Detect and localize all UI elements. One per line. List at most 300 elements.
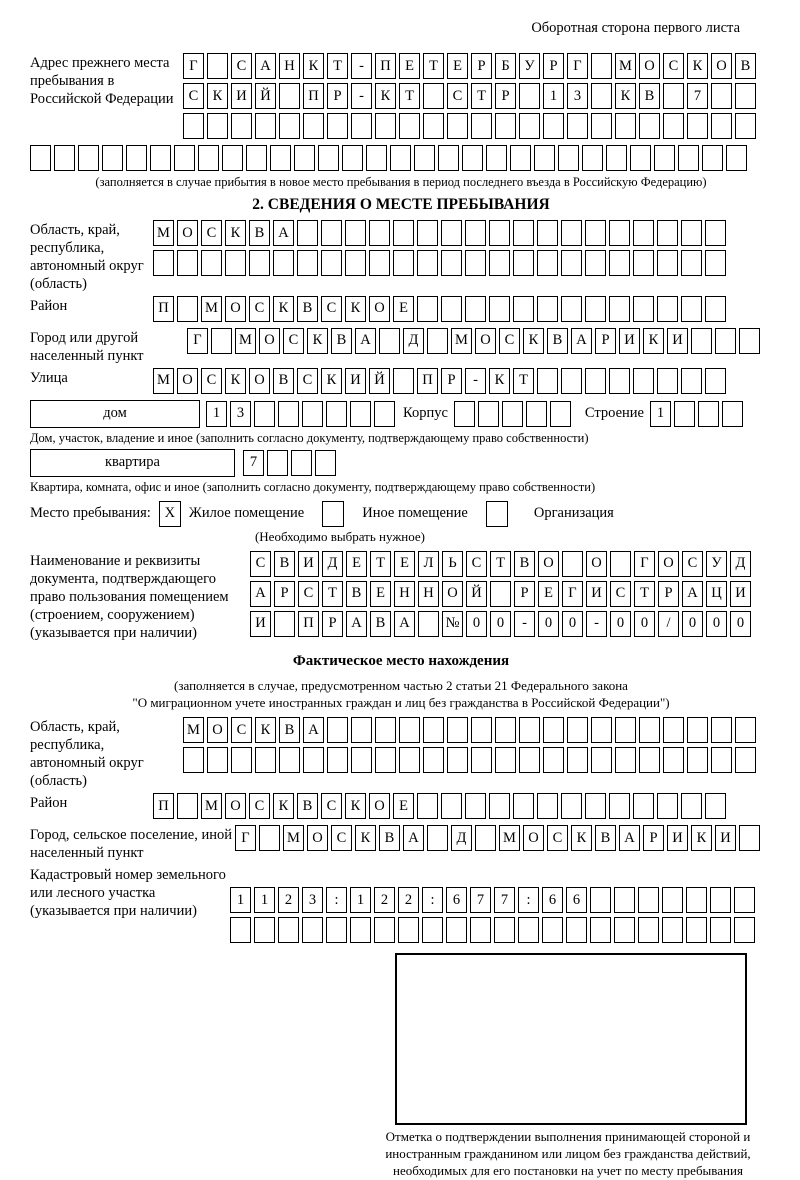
- char-cell[interactable]: К: [273, 793, 294, 819]
- char-cell[interactable]: [543, 113, 564, 139]
- char-cell[interactable]: С: [663, 53, 684, 79]
- char-cell[interactable]: С: [201, 368, 222, 394]
- char-cell[interactable]: [734, 887, 755, 913]
- checkbox-org[interactable]: [486, 501, 508, 527]
- char-cell[interactable]: К: [355, 825, 376, 851]
- char-cell[interactable]: П: [153, 296, 174, 322]
- char-cell[interactable]: [198, 145, 219, 171]
- char-cell[interactable]: [739, 825, 760, 851]
- char-cell[interactable]: [471, 113, 492, 139]
- char-cell[interactable]: [691, 328, 712, 354]
- char-cell[interactable]: К: [303, 53, 324, 79]
- char-cell[interactable]: М: [153, 368, 174, 394]
- char-cell[interactable]: [710, 887, 731, 913]
- char-cell[interactable]: [475, 825, 496, 851]
- char-cell[interactable]: [657, 368, 678, 394]
- dom-named-box[interactable]: дом: [30, 400, 200, 428]
- char-cell[interactable]: [417, 296, 438, 322]
- doc-row-3[interactable]: [250, 611, 751, 637]
- char-cell[interactable]: В: [297, 296, 318, 322]
- char-cell[interactable]: [566, 917, 587, 943]
- char-cell[interactable]: [681, 220, 702, 246]
- dom-cells[interactable]: [206, 401, 395, 427]
- char-cell[interactable]: 6: [566, 887, 587, 913]
- char-cell[interactable]: С: [249, 793, 270, 819]
- char-cell[interactable]: [211, 328, 232, 354]
- char-cell[interactable]: [567, 717, 588, 743]
- char-cell[interactable]: [422, 917, 443, 943]
- char-cell[interactable]: Т: [370, 551, 391, 577]
- char-cell[interactable]: Т: [327, 53, 348, 79]
- char-cell[interactable]: В: [379, 825, 400, 851]
- char-cell[interactable]: [351, 717, 372, 743]
- char-cell[interactable]: [274, 611, 295, 637]
- char-cell[interactable]: [302, 401, 323, 427]
- char-cell[interactable]: [519, 83, 540, 109]
- char-cell[interactable]: [447, 717, 468, 743]
- char-cell[interactable]: Н: [418, 581, 439, 607]
- char-cell[interactable]: В: [370, 611, 391, 637]
- char-cell[interactable]: О: [369, 296, 390, 322]
- char-cell[interactable]: [735, 83, 756, 109]
- kadastr-row-1[interactable]: [230, 887, 755, 913]
- char-cell[interactable]: [633, 793, 654, 819]
- char-cell[interactable]: Й: [369, 368, 390, 394]
- ulitsa-row[interactable]: [153, 368, 726, 394]
- korpus-cells[interactable]: [454, 401, 571, 427]
- char-cell[interactable]: [375, 113, 396, 139]
- char-cell[interactable]: [489, 250, 510, 276]
- char-cell[interactable]: [318, 145, 339, 171]
- char-cell[interactable]: Г: [567, 53, 588, 79]
- char-cell[interactable]: -: [351, 83, 372, 109]
- char-cell[interactable]: [102, 145, 123, 171]
- char-cell[interactable]: [591, 113, 612, 139]
- char-cell[interactable]: [326, 917, 347, 943]
- char-cell[interactable]: [375, 747, 396, 773]
- char-cell[interactable]: [230, 917, 251, 943]
- char-cell[interactable]: О: [442, 581, 463, 607]
- checkbox-zhiloe[interactable]: X: [159, 501, 181, 527]
- char-cell[interactable]: [662, 917, 683, 943]
- char-cell[interactable]: М: [153, 220, 174, 246]
- char-cell[interactable]: [478, 401, 499, 427]
- char-cell[interactable]: [705, 793, 726, 819]
- char-cell[interactable]: [254, 917, 275, 943]
- char-cell[interactable]: С: [249, 296, 270, 322]
- char-cell[interactable]: Д: [730, 551, 751, 577]
- char-cell[interactable]: И: [667, 825, 688, 851]
- char-cell[interactable]: М: [201, 296, 222, 322]
- checkbox-inoe[interactable]: [322, 501, 344, 527]
- char-cell[interactable]: Р: [514, 581, 535, 607]
- char-cell[interactable]: [177, 296, 198, 322]
- char-cell[interactable]: [222, 145, 243, 171]
- char-cell[interactable]: [657, 220, 678, 246]
- char-cell[interactable]: [657, 793, 678, 819]
- char-cell[interactable]: С: [331, 825, 352, 851]
- char-cell[interactable]: С: [547, 825, 568, 851]
- char-cell[interactable]: Й: [255, 83, 276, 109]
- char-cell[interactable]: 0: [730, 611, 751, 637]
- char-cell[interactable]: [303, 747, 324, 773]
- char-cell[interactable]: [705, 220, 726, 246]
- char-cell[interactable]: [454, 401, 475, 427]
- char-cell[interactable]: [702, 145, 723, 171]
- char-cell[interactable]: [585, 793, 606, 819]
- char-cell[interactable]: А: [250, 581, 271, 607]
- char-cell[interactable]: О: [249, 368, 270, 394]
- char-cell[interactable]: П: [298, 611, 319, 637]
- char-cell[interactable]: [351, 747, 372, 773]
- char-cell[interactable]: [201, 250, 222, 276]
- char-cell[interactable]: И: [667, 328, 688, 354]
- char-cell[interactable]: С: [283, 328, 304, 354]
- char-cell[interactable]: [294, 145, 315, 171]
- doc-row-2[interactable]: [250, 581, 751, 607]
- char-cell[interactable]: :: [326, 887, 347, 913]
- char-cell[interactable]: О: [225, 296, 246, 322]
- char-cell[interactable]: [414, 145, 435, 171]
- char-cell[interactable]: [638, 887, 659, 913]
- char-cell[interactable]: [465, 296, 486, 322]
- char-cell[interactable]: С: [682, 551, 703, 577]
- char-cell[interactable]: [567, 747, 588, 773]
- char-cell[interactable]: [427, 328, 448, 354]
- char-cell[interactable]: С: [298, 581, 319, 607]
- char-cell[interactable]: [326, 401, 347, 427]
- char-cell[interactable]: [270, 145, 291, 171]
- char-cell[interactable]: [366, 145, 387, 171]
- char-cell[interactable]: Г: [562, 581, 583, 607]
- char-cell[interactable]: 0: [706, 611, 727, 637]
- char-cell[interactable]: Т: [471, 83, 492, 109]
- char-cell[interactable]: 1: [206, 401, 227, 427]
- char-cell[interactable]: Р: [274, 581, 295, 607]
- char-cell[interactable]: Ь: [442, 551, 463, 577]
- char-cell[interactable]: К: [225, 220, 246, 246]
- char-cell[interactable]: [254, 401, 275, 427]
- char-cell[interactable]: [582, 145, 603, 171]
- char-cell[interactable]: [126, 145, 147, 171]
- char-cell[interactable]: Р: [471, 53, 492, 79]
- char-cell[interactable]: И: [619, 328, 640, 354]
- char-cell[interactable]: Г: [183, 53, 204, 79]
- char-cell[interactable]: [78, 145, 99, 171]
- char-cell[interactable]: [609, 220, 630, 246]
- char-cell[interactable]: В: [274, 551, 295, 577]
- char-cell[interactable]: Т: [399, 83, 420, 109]
- char-cell[interactable]: О: [711, 53, 732, 79]
- char-cell[interactable]: Г: [187, 328, 208, 354]
- char-cell[interactable]: :: [422, 887, 443, 913]
- char-cell[interactable]: [590, 917, 611, 943]
- char-cell[interactable]: [446, 917, 467, 943]
- char-cell[interactable]: 0: [538, 611, 559, 637]
- char-cell[interactable]: Р: [643, 825, 664, 851]
- char-cell[interactable]: А: [394, 611, 415, 637]
- char-cell[interactable]: Д: [403, 328, 424, 354]
- char-cell[interactable]: [519, 113, 540, 139]
- char-cell[interactable]: О: [475, 328, 496, 354]
- char-cell[interactable]: [590, 887, 611, 913]
- char-cell[interactable]: [374, 401, 395, 427]
- fact-gorod-row[interactable]: [235, 825, 760, 851]
- char-cell[interactable]: [735, 113, 756, 139]
- char-cell[interactable]: [633, 368, 654, 394]
- char-cell[interactable]: [687, 747, 708, 773]
- char-cell[interactable]: [510, 145, 531, 171]
- char-cell[interactable]: П: [417, 368, 438, 394]
- char-cell[interactable]: :: [518, 887, 539, 913]
- char-cell[interactable]: [502, 401, 523, 427]
- char-cell[interactable]: [678, 145, 699, 171]
- char-cell[interactable]: [470, 917, 491, 943]
- char-cell[interactable]: [537, 368, 558, 394]
- char-cell[interactable]: [174, 145, 195, 171]
- char-cell[interactable]: К: [571, 825, 592, 851]
- char-cell[interactable]: [543, 747, 564, 773]
- char-cell[interactable]: [715, 328, 736, 354]
- char-cell[interactable]: [177, 793, 198, 819]
- char-cell[interactable]: С: [321, 296, 342, 322]
- char-cell[interactable]: [327, 747, 348, 773]
- char-cell[interactable]: К: [687, 53, 708, 79]
- char-cell[interactable]: К: [375, 83, 396, 109]
- char-cell[interactable]: [585, 220, 606, 246]
- char-cell[interactable]: [518, 917, 539, 943]
- char-cell[interactable]: М: [615, 53, 636, 79]
- char-cell[interactable]: [735, 747, 756, 773]
- char-cell[interactable]: К: [255, 717, 276, 743]
- fact-oblast-row-1[interactable]: [183, 717, 756, 743]
- char-cell[interactable]: Р: [441, 368, 462, 394]
- char-cell[interactable]: 7: [243, 450, 264, 476]
- char-cell[interactable]: [291, 450, 312, 476]
- char-cell[interactable]: С: [321, 793, 342, 819]
- char-cell[interactable]: [417, 220, 438, 246]
- char-cell[interactable]: [638, 917, 659, 943]
- char-cell[interactable]: [639, 717, 660, 743]
- char-cell[interactable]: [609, 368, 630, 394]
- char-cell[interactable]: [390, 145, 411, 171]
- char-cell[interactable]: [278, 917, 299, 943]
- char-cell[interactable]: Р: [658, 581, 679, 607]
- char-cell[interactable]: К: [307, 328, 328, 354]
- char-cell[interactable]: [663, 83, 684, 109]
- prev-address-row-1[interactable]: [183, 53, 756, 79]
- char-cell[interactable]: [297, 220, 318, 246]
- char-cell[interactable]: К: [207, 83, 228, 109]
- char-cell[interactable]: [342, 145, 363, 171]
- char-cell[interactable]: [495, 747, 516, 773]
- char-cell[interactable]: В: [514, 551, 535, 577]
- char-cell[interactable]: [639, 747, 660, 773]
- char-cell[interactable]: Е: [394, 551, 415, 577]
- char-cell[interactable]: [561, 220, 582, 246]
- char-cell[interactable]: [657, 250, 678, 276]
- char-cell[interactable]: [495, 717, 516, 743]
- char-cell[interactable]: [207, 53, 228, 79]
- char-cell[interactable]: -: [514, 611, 535, 637]
- char-cell[interactable]: [494, 917, 515, 943]
- char-cell[interactable]: Е: [447, 53, 468, 79]
- char-cell[interactable]: [279, 113, 300, 139]
- char-cell[interactable]: [561, 250, 582, 276]
- char-cell[interactable]: [550, 401, 571, 427]
- char-cell[interactable]: С: [499, 328, 520, 354]
- char-cell[interactable]: [375, 717, 396, 743]
- char-cell[interactable]: [350, 401, 371, 427]
- char-cell[interactable]: [423, 747, 444, 773]
- char-cell[interactable]: [225, 250, 246, 276]
- char-cell[interactable]: [734, 917, 755, 943]
- char-cell[interactable]: [519, 717, 540, 743]
- char-cell[interactable]: 2: [398, 887, 419, 913]
- char-cell[interactable]: А: [303, 717, 324, 743]
- char-cell[interactable]: Р: [495, 83, 516, 109]
- char-cell[interactable]: М: [499, 825, 520, 851]
- char-cell[interactable]: Т: [634, 581, 655, 607]
- char-cell[interactable]: [417, 250, 438, 276]
- char-cell[interactable]: С: [610, 581, 631, 607]
- char-cell[interactable]: П: [375, 53, 396, 79]
- char-cell[interactable]: [399, 747, 420, 773]
- char-cell[interactable]: [609, 250, 630, 276]
- char-cell[interactable]: В: [547, 328, 568, 354]
- char-cell[interactable]: К: [489, 368, 510, 394]
- char-cell[interactable]: Г: [235, 825, 256, 851]
- char-cell[interactable]: [462, 145, 483, 171]
- char-cell[interactable]: [654, 145, 675, 171]
- char-cell[interactable]: [614, 917, 635, 943]
- char-cell[interactable]: [542, 917, 563, 943]
- char-cell[interactable]: О: [207, 717, 228, 743]
- char-cell[interactable]: [54, 145, 75, 171]
- char-cell[interactable]: А: [571, 328, 592, 354]
- gorod-row[interactable]: [187, 328, 760, 354]
- char-cell[interactable]: С: [201, 220, 222, 246]
- char-cell[interactable]: 2: [374, 887, 395, 913]
- char-cell[interactable]: О: [225, 793, 246, 819]
- char-cell[interactable]: [321, 220, 342, 246]
- char-cell[interactable]: 7: [494, 887, 515, 913]
- char-cell[interactable]: [585, 250, 606, 276]
- char-cell[interactable]: Б: [495, 53, 516, 79]
- kvartira-named-box[interactable]: квартира: [30, 449, 235, 477]
- char-cell[interactable]: А: [273, 220, 294, 246]
- char-cell[interactable]: 0: [466, 611, 487, 637]
- char-cell[interactable]: 3: [230, 401, 251, 427]
- char-cell[interactable]: [471, 717, 492, 743]
- char-cell[interactable]: [279, 747, 300, 773]
- char-cell[interactable]: 0: [682, 611, 703, 637]
- char-cell[interactable]: -: [465, 368, 486, 394]
- char-cell[interactable]: О: [177, 368, 198, 394]
- char-cell[interactable]: М: [201, 793, 222, 819]
- char-cell[interactable]: К: [523, 328, 544, 354]
- char-cell[interactable]: [249, 250, 270, 276]
- char-cell[interactable]: [441, 220, 462, 246]
- char-cell[interactable]: [207, 113, 228, 139]
- kadastr-row-2[interactable]: [230, 917, 755, 943]
- char-cell[interactable]: [674, 401, 695, 427]
- char-cell[interactable]: К: [345, 296, 366, 322]
- char-cell[interactable]: Е: [399, 53, 420, 79]
- char-cell[interactable]: [30, 145, 51, 171]
- char-cell[interactable]: [681, 368, 702, 394]
- char-cell[interactable]: [350, 917, 371, 943]
- char-cell[interactable]: [681, 250, 702, 276]
- char-cell[interactable]: [615, 717, 636, 743]
- char-cell[interactable]: [315, 450, 336, 476]
- oblast-row-2[interactable]: [153, 250, 726, 276]
- char-cell[interactable]: [441, 793, 462, 819]
- char-cell[interactable]: [567, 113, 588, 139]
- char-cell[interactable]: [374, 917, 395, 943]
- char-cell[interactable]: [150, 145, 171, 171]
- char-cell[interactable]: Е: [346, 551, 367, 577]
- char-cell[interactable]: [591, 53, 612, 79]
- char-cell[interactable]: [686, 887, 707, 913]
- char-cell[interactable]: [639, 113, 660, 139]
- char-cell[interactable]: 0: [610, 611, 631, 637]
- char-cell[interactable]: [231, 113, 252, 139]
- char-cell[interactable]: [278, 401, 299, 427]
- prev-address-row-2[interactable]: [183, 83, 756, 109]
- char-cell[interactable]: [423, 717, 444, 743]
- char-cell[interactable]: [657, 296, 678, 322]
- char-cell[interactable]: [447, 113, 468, 139]
- char-cell[interactable]: С: [447, 83, 468, 109]
- char-cell[interactable]: Е: [393, 296, 414, 322]
- char-cell[interactable]: М: [451, 328, 472, 354]
- char-cell[interactable]: [663, 747, 684, 773]
- char-cell[interactable]: [609, 793, 630, 819]
- char-cell[interactable]: А: [403, 825, 424, 851]
- char-cell[interactable]: [399, 717, 420, 743]
- char-cell[interactable]: [321, 250, 342, 276]
- char-cell[interactable]: [663, 717, 684, 743]
- char-cell[interactable]: [297, 250, 318, 276]
- char-cell[interactable]: [561, 793, 582, 819]
- char-cell[interactable]: Е: [393, 793, 414, 819]
- char-cell[interactable]: [606, 145, 627, 171]
- char-cell[interactable]: 0: [562, 611, 583, 637]
- char-cell[interactable]: [177, 250, 198, 276]
- char-cell[interactable]: И: [345, 368, 366, 394]
- char-cell[interactable]: Й: [466, 581, 487, 607]
- char-cell[interactable]: [681, 296, 702, 322]
- char-cell[interactable]: Р: [327, 83, 348, 109]
- char-cell[interactable]: 0: [490, 611, 511, 637]
- char-cell[interactable]: М: [235, 328, 256, 354]
- stroenie-cells[interactable]: [650, 401, 743, 427]
- char-cell[interactable]: 1: [350, 887, 371, 913]
- char-cell[interactable]: С: [250, 551, 271, 577]
- char-cell[interactable]: [633, 250, 654, 276]
- char-cell[interactable]: [465, 220, 486, 246]
- char-cell[interactable]: [526, 401, 547, 427]
- char-cell[interactable]: К: [321, 368, 342, 394]
- char-cell[interactable]: К: [345, 793, 366, 819]
- char-cell[interactable]: П: [303, 83, 324, 109]
- char-cell[interactable]: 3: [567, 83, 588, 109]
- char-cell[interactable]: И: [730, 581, 751, 607]
- char-cell[interactable]: [662, 887, 683, 913]
- char-cell[interactable]: А: [355, 328, 376, 354]
- char-cell[interactable]: 7: [470, 887, 491, 913]
